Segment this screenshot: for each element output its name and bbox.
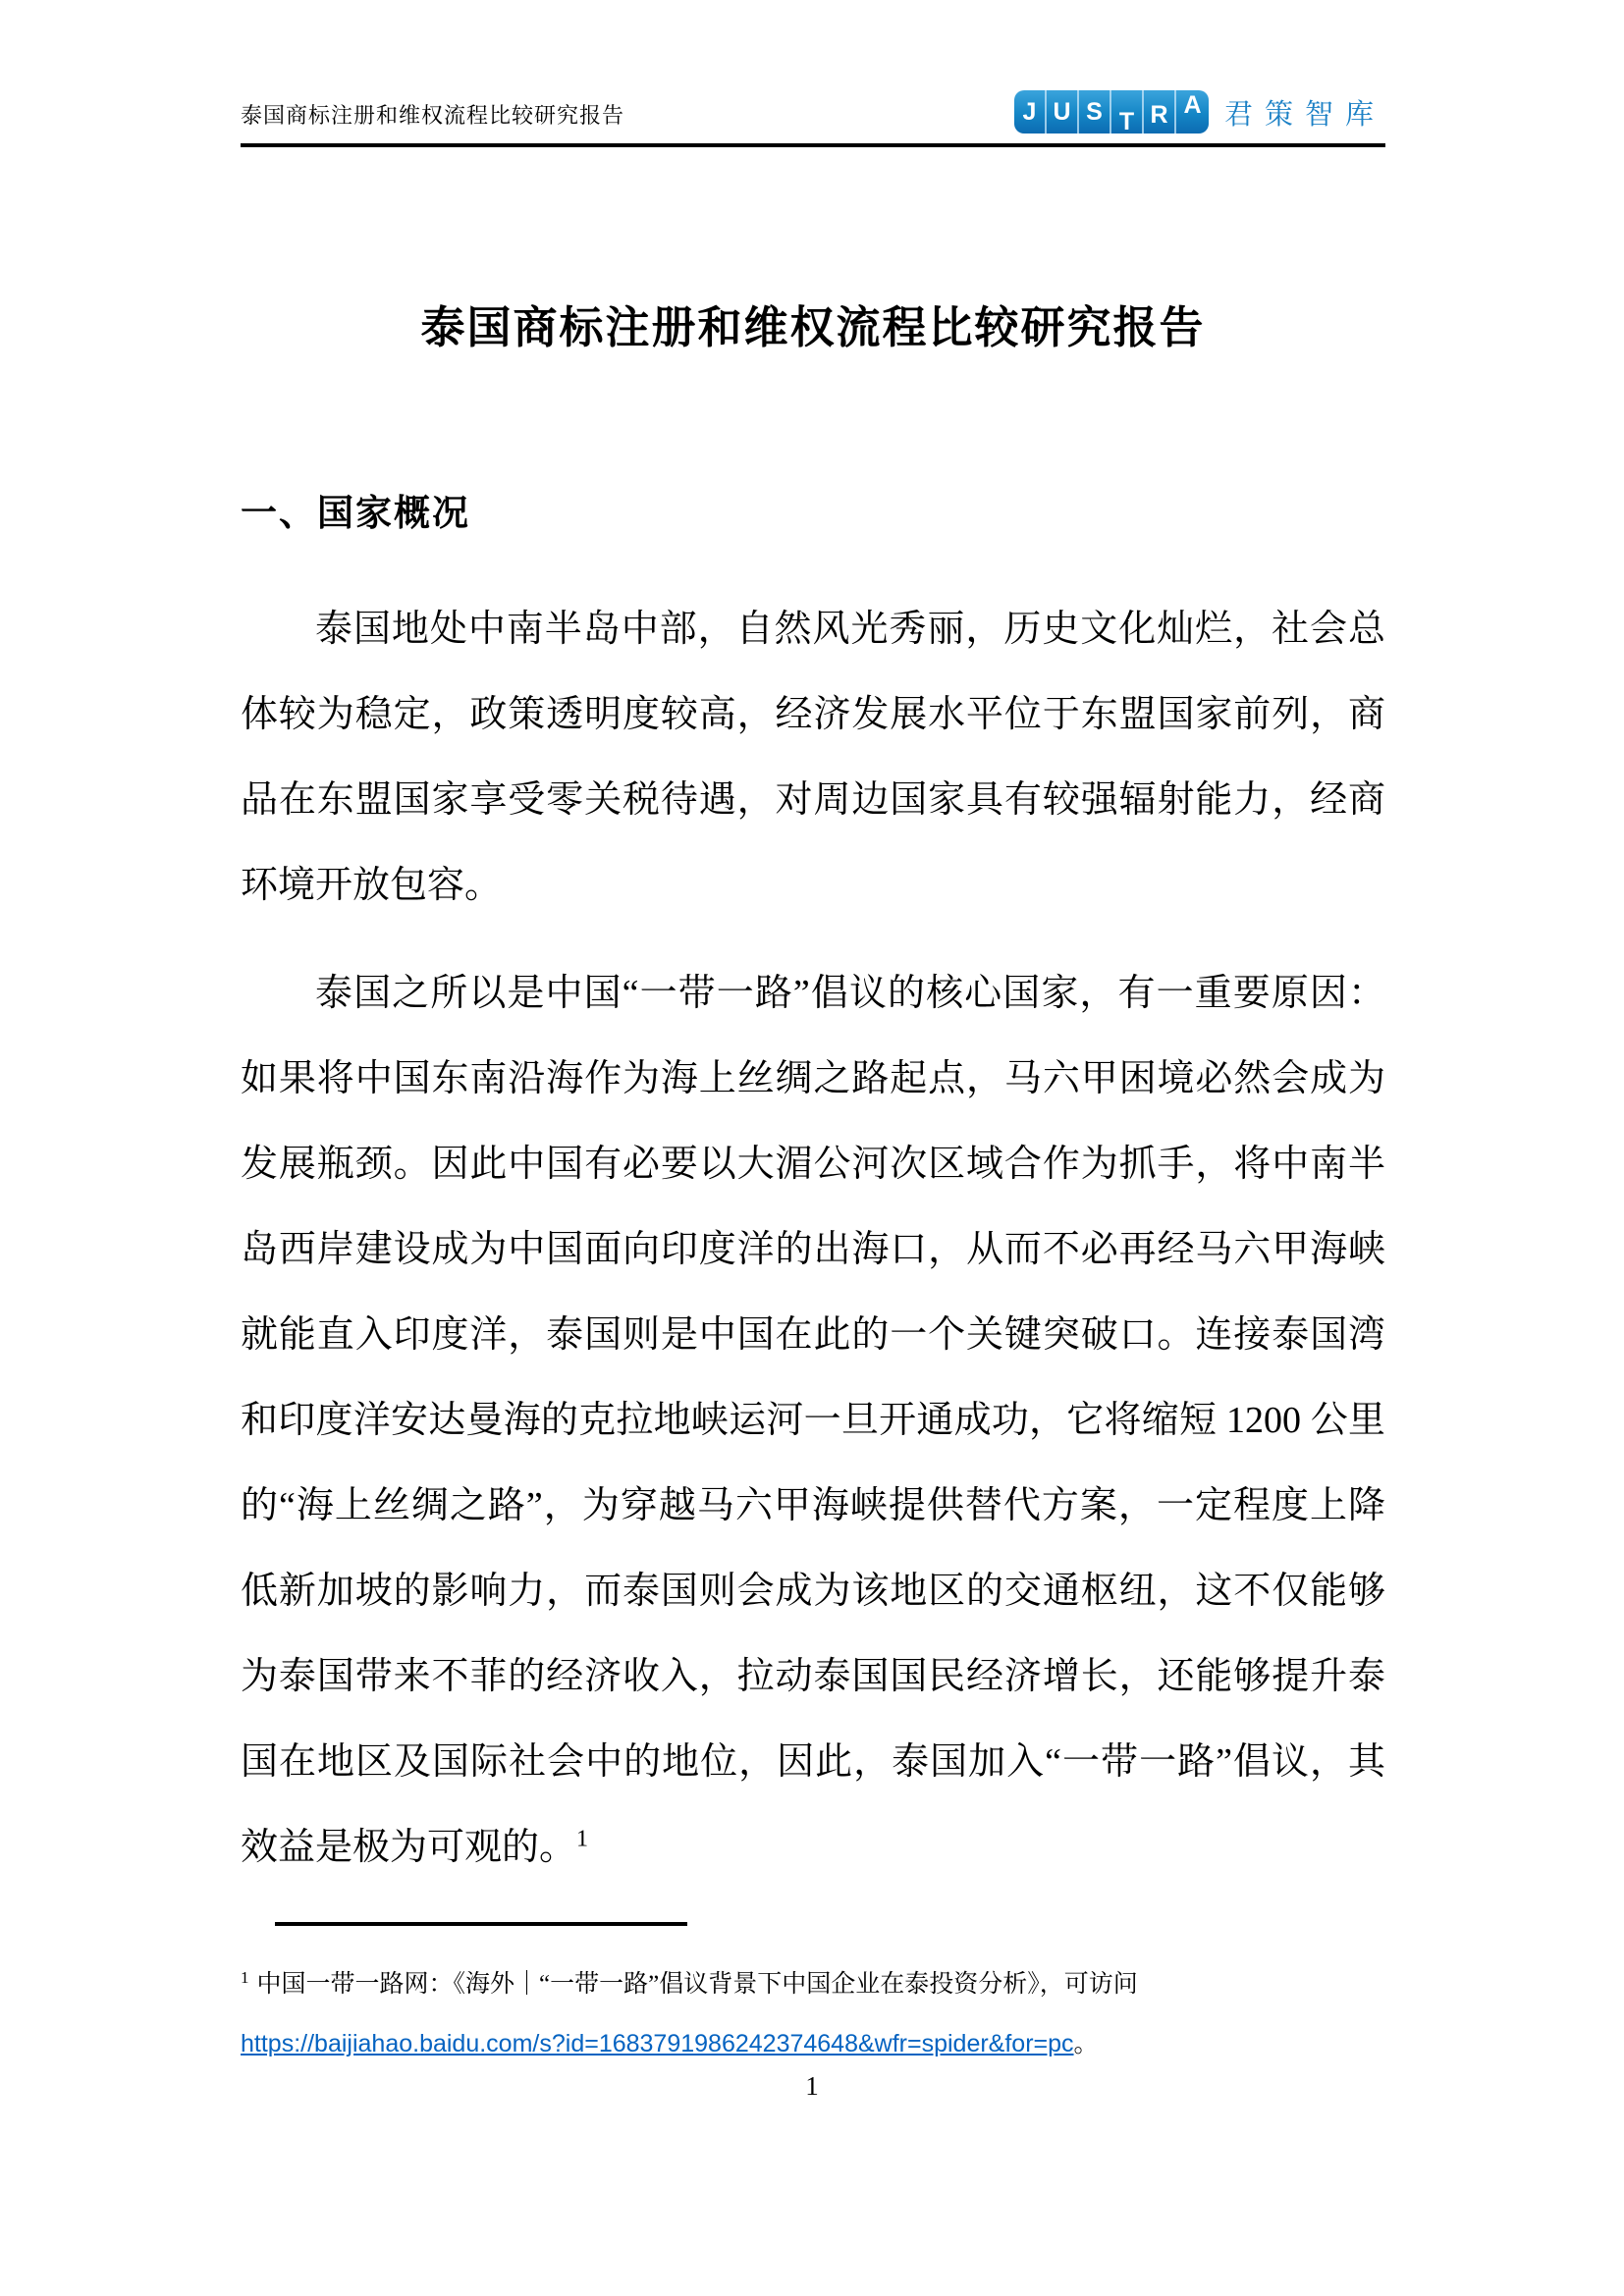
paragraph-1: 泰国地处中南半岛中部，自然风光秀丽，历史文化灿烂，社会总体较为稳定，政策透明度较高，经济发展水平位于东盟国家前列，商品在东盟国家享受零关税待遇，对周边国家具有较强辐射能力，经商环境开放包容。	[241, 609, 1385, 906]
logo-letter-tile: R	[1144, 90, 1176, 133]
page-number: 1	[805, 2071, 819, 2101]
logo-letter-tile: J	[1014, 90, 1047, 133]
logo-letter-tile: A	[1183, 90, 1202, 119]
body-text	[241, 587, 1385, 1891]
page-header	[241, 90, 1385, 147]
paragraph-2-text: 泰国之所以是中国“一带一路”倡议的核心国家，有一重要原因：如果将中国东南沿海作为海上丝绸之路起点，马六甲困境必然会成为发展瓶颈。因此中国有必要以大湄公河次区域合作为抓手，将中南半岛西岸建设成为中国面向印度洋的出海口，从而不必再经马六甲海峡就能直入印度洋，泰国则是中国在此的一个关键突破口。连接泰国湾和印度洋安达曼海的克拉地峡运河一旦开通成功，它将缩短 1200 公里的“海上丝绸之路”，为穿越马六甲海峡提供替代方案，一定程度上降低新加坡的影响力，而泰国则会成为该地区的交通枢纽，这不仅能够为泰国带来不菲的经济收入，拉动泰国国民经济增长，还能够提升泰国在地区及国际社会中的地位，因此，泰国加入“一带一路”倡议，其效益是极为可观的。	[241, 973, 1385, 1868]
logo-letter-tile: S	[1079, 90, 1111, 133]
logo-letter-tile: U	[1047, 90, 1079, 133]
footnote-reference: 1	[576, 1826, 589, 1852]
footnote-link-suffix: 。	[1073, 2031, 1099, 2057]
paragraph-2	[241, 951, 1385, 1891]
brand-logo-group	[1014, 90, 1385, 133]
section-heading: 一、国家概况	[241, 493, 470, 533]
footnote-link[interactable]: https://baijiahao.baidu.com/s?id=1683791986242374648&wfr=spider&for=pc	[241, 2030, 1074, 2057]
header-running-title: 泰国商标注册和维权流程比较研究报告	[241, 103, 625, 128]
footnote	[241, 1955, 1385, 2074]
justra-logo	[1014, 90, 1209, 133]
footnote-text: 中国一带一路网：《海外｜“一带一路”倡议背景下中国企业在泰投资分析》，可访问	[256, 1971, 1138, 1998]
footnote-separator	[275, 1922, 687, 1926]
logo-letter-tile: T	[1111, 90, 1144, 133]
page-title: 泰国商标注册和维权流程比较研究报告	[420, 303, 1206, 352]
brand-name: 君策智库	[1223, 98, 1385, 131]
footnote-marker: 1	[241, 1967, 249, 1987]
